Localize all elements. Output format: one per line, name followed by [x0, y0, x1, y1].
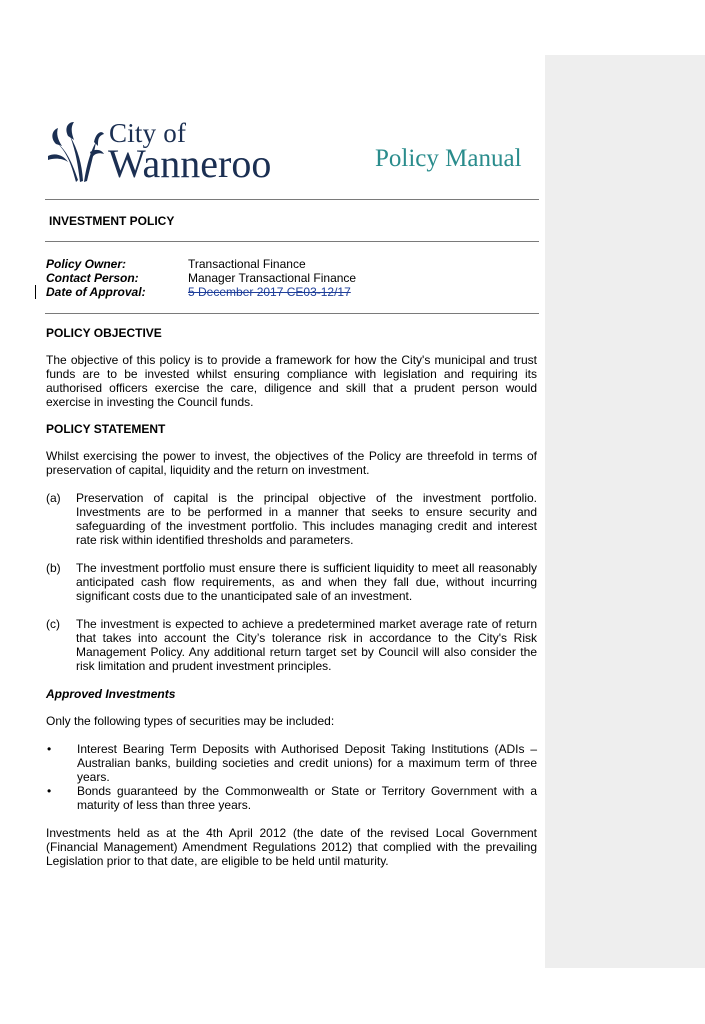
- item-marker: (a): [46, 491, 61, 505]
- contact-person-value: Manager Transactional Finance: [188, 271, 357, 285]
- policy-owner-value: Transactional Finance: [188, 257, 306, 271]
- objective-heading: POLICY OBJECTIVE: [46, 326, 162, 340]
- policy-owner-label: Policy Owner:: [46, 257, 127, 271]
- divider: [45, 313, 539, 314]
- logo-line-city-of: City of: [109, 118, 187, 148]
- date-of-approval-label: Date of Approval:: [46, 285, 146, 299]
- divider: [45, 199, 539, 200]
- statement-item-a: [46, 491, 537, 547]
- item-marker: (c): [46, 617, 60, 631]
- comment-margin-pane: [545, 55, 705, 968]
- wanneroo-flower-icon: [46, 122, 104, 184]
- approved-closing: Investments held as at the 4th April 2012 (the date of the revised Local Government (Financial Management) Amendment Regulations 2012) that complied with the prevailing Legislation prior to that date, are eligible to be held until maturity.: [46, 826, 537, 868]
- item-text: The investment is expected to achieve a predetermined market average rate of return that takes into account the City’s tolerance risk in accordance to the City's Risk Management Policy. Any additional return target set by Council will also consider the risk limitation and prudent investment principles.: [76, 617, 537, 673]
- bullet-item: [46, 742, 537, 784]
- change-bar: [35, 285, 36, 299]
- date-of-approval-value-deleted: 5 December 2017 CE03-12/17: [188, 285, 351, 299]
- approved-intro: Only the following types of securities may be included:: [46, 714, 335, 728]
- city-logo: [46, 118, 276, 188]
- bullet-item: [46, 784, 537, 812]
- policy-manual-title: Policy Manual: [375, 145, 522, 172]
- approved-investments-heading: Approved Investments: [46, 687, 176, 701]
- logo-line-wanneroo: Wanneroo: [108, 141, 272, 186]
- objective-text: The objective of this policy is to provide a framework for how the City's municipal and trust funds are to be invested whilst ensuring compliance with legislation and requiring its authorised officers exercise the care, diligence and skill that a prudent person would exercise in investing the Council funds.: [46, 353, 537, 409]
- bullet-text: Interest Bearing Term Deposits with Authorised Deposit Taking Institutions (ADIs – Australian banks, building societies and credit unions) for a maximum term of three years.: [77, 742, 537, 784]
- statement-heading: POLICY STATEMENT: [46, 422, 166, 436]
- policy-title: INVESTMENT POLICY: [49, 214, 175, 228]
- policy-meta: [46, 257, 356, 299]
- statement-item-b: [46, 561, 537, 603]
- statement-intro: Whilst exercising the power to invest, the objectives of the Policy are threefold in terms of preservation of capital, liquidity and the return on investment.: [46, 449, 537, 477]
- bullet-icon: •: [47, 784, 52, 798]
- item-text: The investment portfolio must ensure there is sufficient liquidity to meet all reasonably anticipated cash flow requirements, as and when they fall due, without incurring significant costs due to the unanticipated sale of an investment.: [76, 561, 537, 603]
- item-marker: (b): [46, 561, 61, 575]
- item-text: Preservation of capital is the principal objective of the investment portfolio. Investments are to be performed in a manner that seeks to ensure security and safeguarding of the investment portfolio. This includes managing credit and interest rate risk within identified thresholds and parameters.: [76, 491, 537, 547]
- contact-person-row: [46, 271, 356, 285]
- bullet-text: Bonds guaranteed by the Commonwealth or State or Territory Government with a maturity of less than three years.: [77, 784, 537, 812]
- policy-owner-row: [46, 257, 356, 271]
- bullet-icon: •: [47, 742, 52, 756]
- policy-body: [46, 326, 537, 868]
- statement-item-c: [46, 617, 537, 673]
- contact-person-label: Contact Person:: [46, 271, 139, 285]
- date-of-approval-row: [46, 285, 356, 299]
- divider: [45, 241, 539, 242]
